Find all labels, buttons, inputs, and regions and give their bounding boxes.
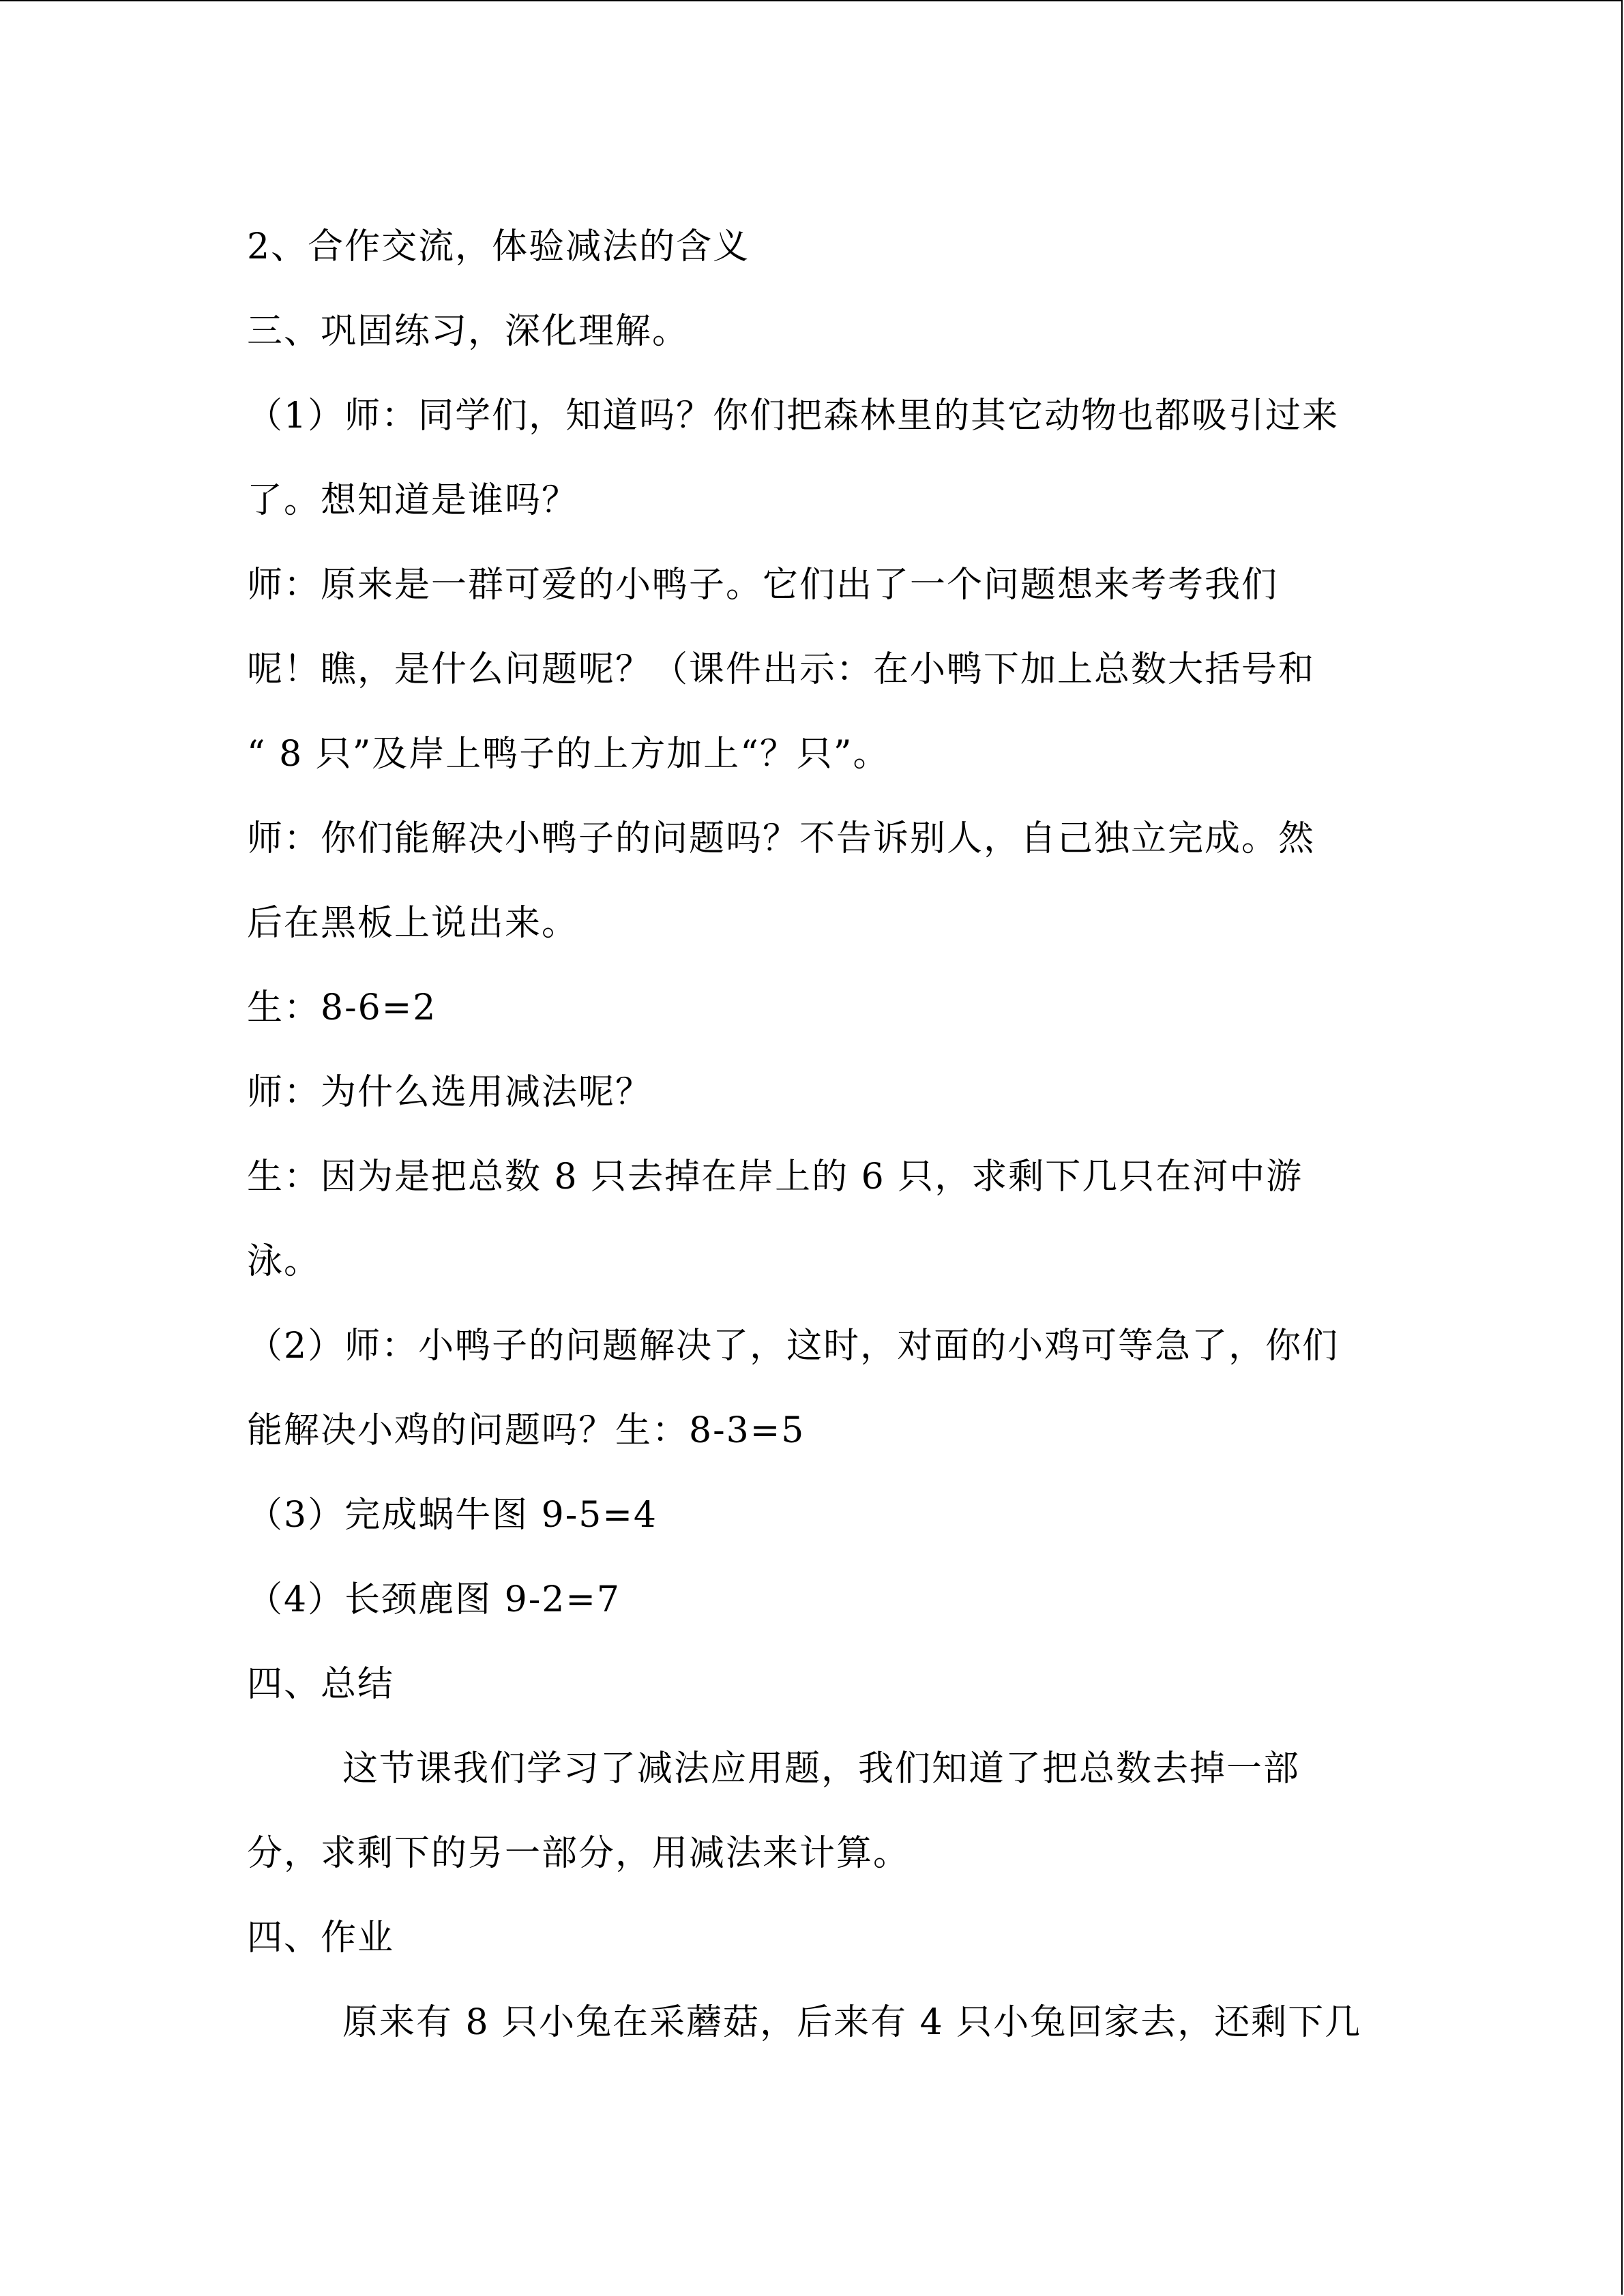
document-body — [247, 205, 1379, 2065]
section-heading: 四、作业 — [247, 1918, 395, 1958]
paragraph-line: 师：原来是一群可爱的小鸭子。它们出了一个问题想来考考我们 — [247, 565, 1279, 606]
paragraph-line: 师：为什么选用减法呢？ — [247, 1072, 653, 1113]
paragraph-line: 能解决小鸡的问题吗？生：8-3=5 — [247, 1410, 806, 1451]
paragraph-line: 原来有 8 只小兔在采蘑菇，后来有 4 只小兔回家去，还剩下几 — [342, 2002, 1362, 2043]
paragraph-line: 分，求剩下的另一部分，用减法来计算。 — [247, 1833, 911, 1874]
paragraph-line: （1）师：同学们，知道吗？你们把森林里的其它动物也都吸引过来 — [247, 396, 1340, 436]
paragraph-line: （3）完成蜗牛图 9-5=4 — [247, 1495, 658, 1536]
section-heading: 四、总结 — [247, 1664, 395, 1705]
section-heading: 2、合作交流，体验减法的含义 — [247, 226, 750, 267]
section-heading: 三、巩固练习，深化理解。 — [247, 311, 690, 352]
paragraph-line: 这节课我们学习了减法应用题，我们知道了把总数去掉一部 — [342, 1748, 1301, 1789]
paragraph-line: 呢！瞧，是什么问题呢？（课件出示：在小鸭下加上总数大括号和 — [247, 649, 1316, 690]
paragraph-line: 泳。 — [247, 1241, 321, 1282]
paragraph-line: “ 8 只”及岸上鸭子的上方加上“？只”。 — [247, 734, 890, 775]
paragraph-line: 了。想知道是谁吗？ — [247, 480, 579, 521]
paragraph-line: （4）长颈鹿图 9-2=7 — [247, 1579, 621, 1620]
paragraph-line: 生：因为是把总数 8 只去掉在岸上的 6 只，求剩下几只在河中游 — [247, 1157, 1303, 1197]
paragraph-line: 后在黑板上说出来。 — [247, 903, 579, 944]
paragraph-line: 师：你们能解决小鸭子的问题吗？不告诉别人，自己独立完成。然 — [247, 818, 1316, 859]
paragraph-line: （2）师：小鸭子的问题解决了，这时，对面的小鸡可等急了，你们 — [247, 1326, 1340, 1367]
paragraph-line: 生：8-6=2 — [247, 987, 437, 1028]
